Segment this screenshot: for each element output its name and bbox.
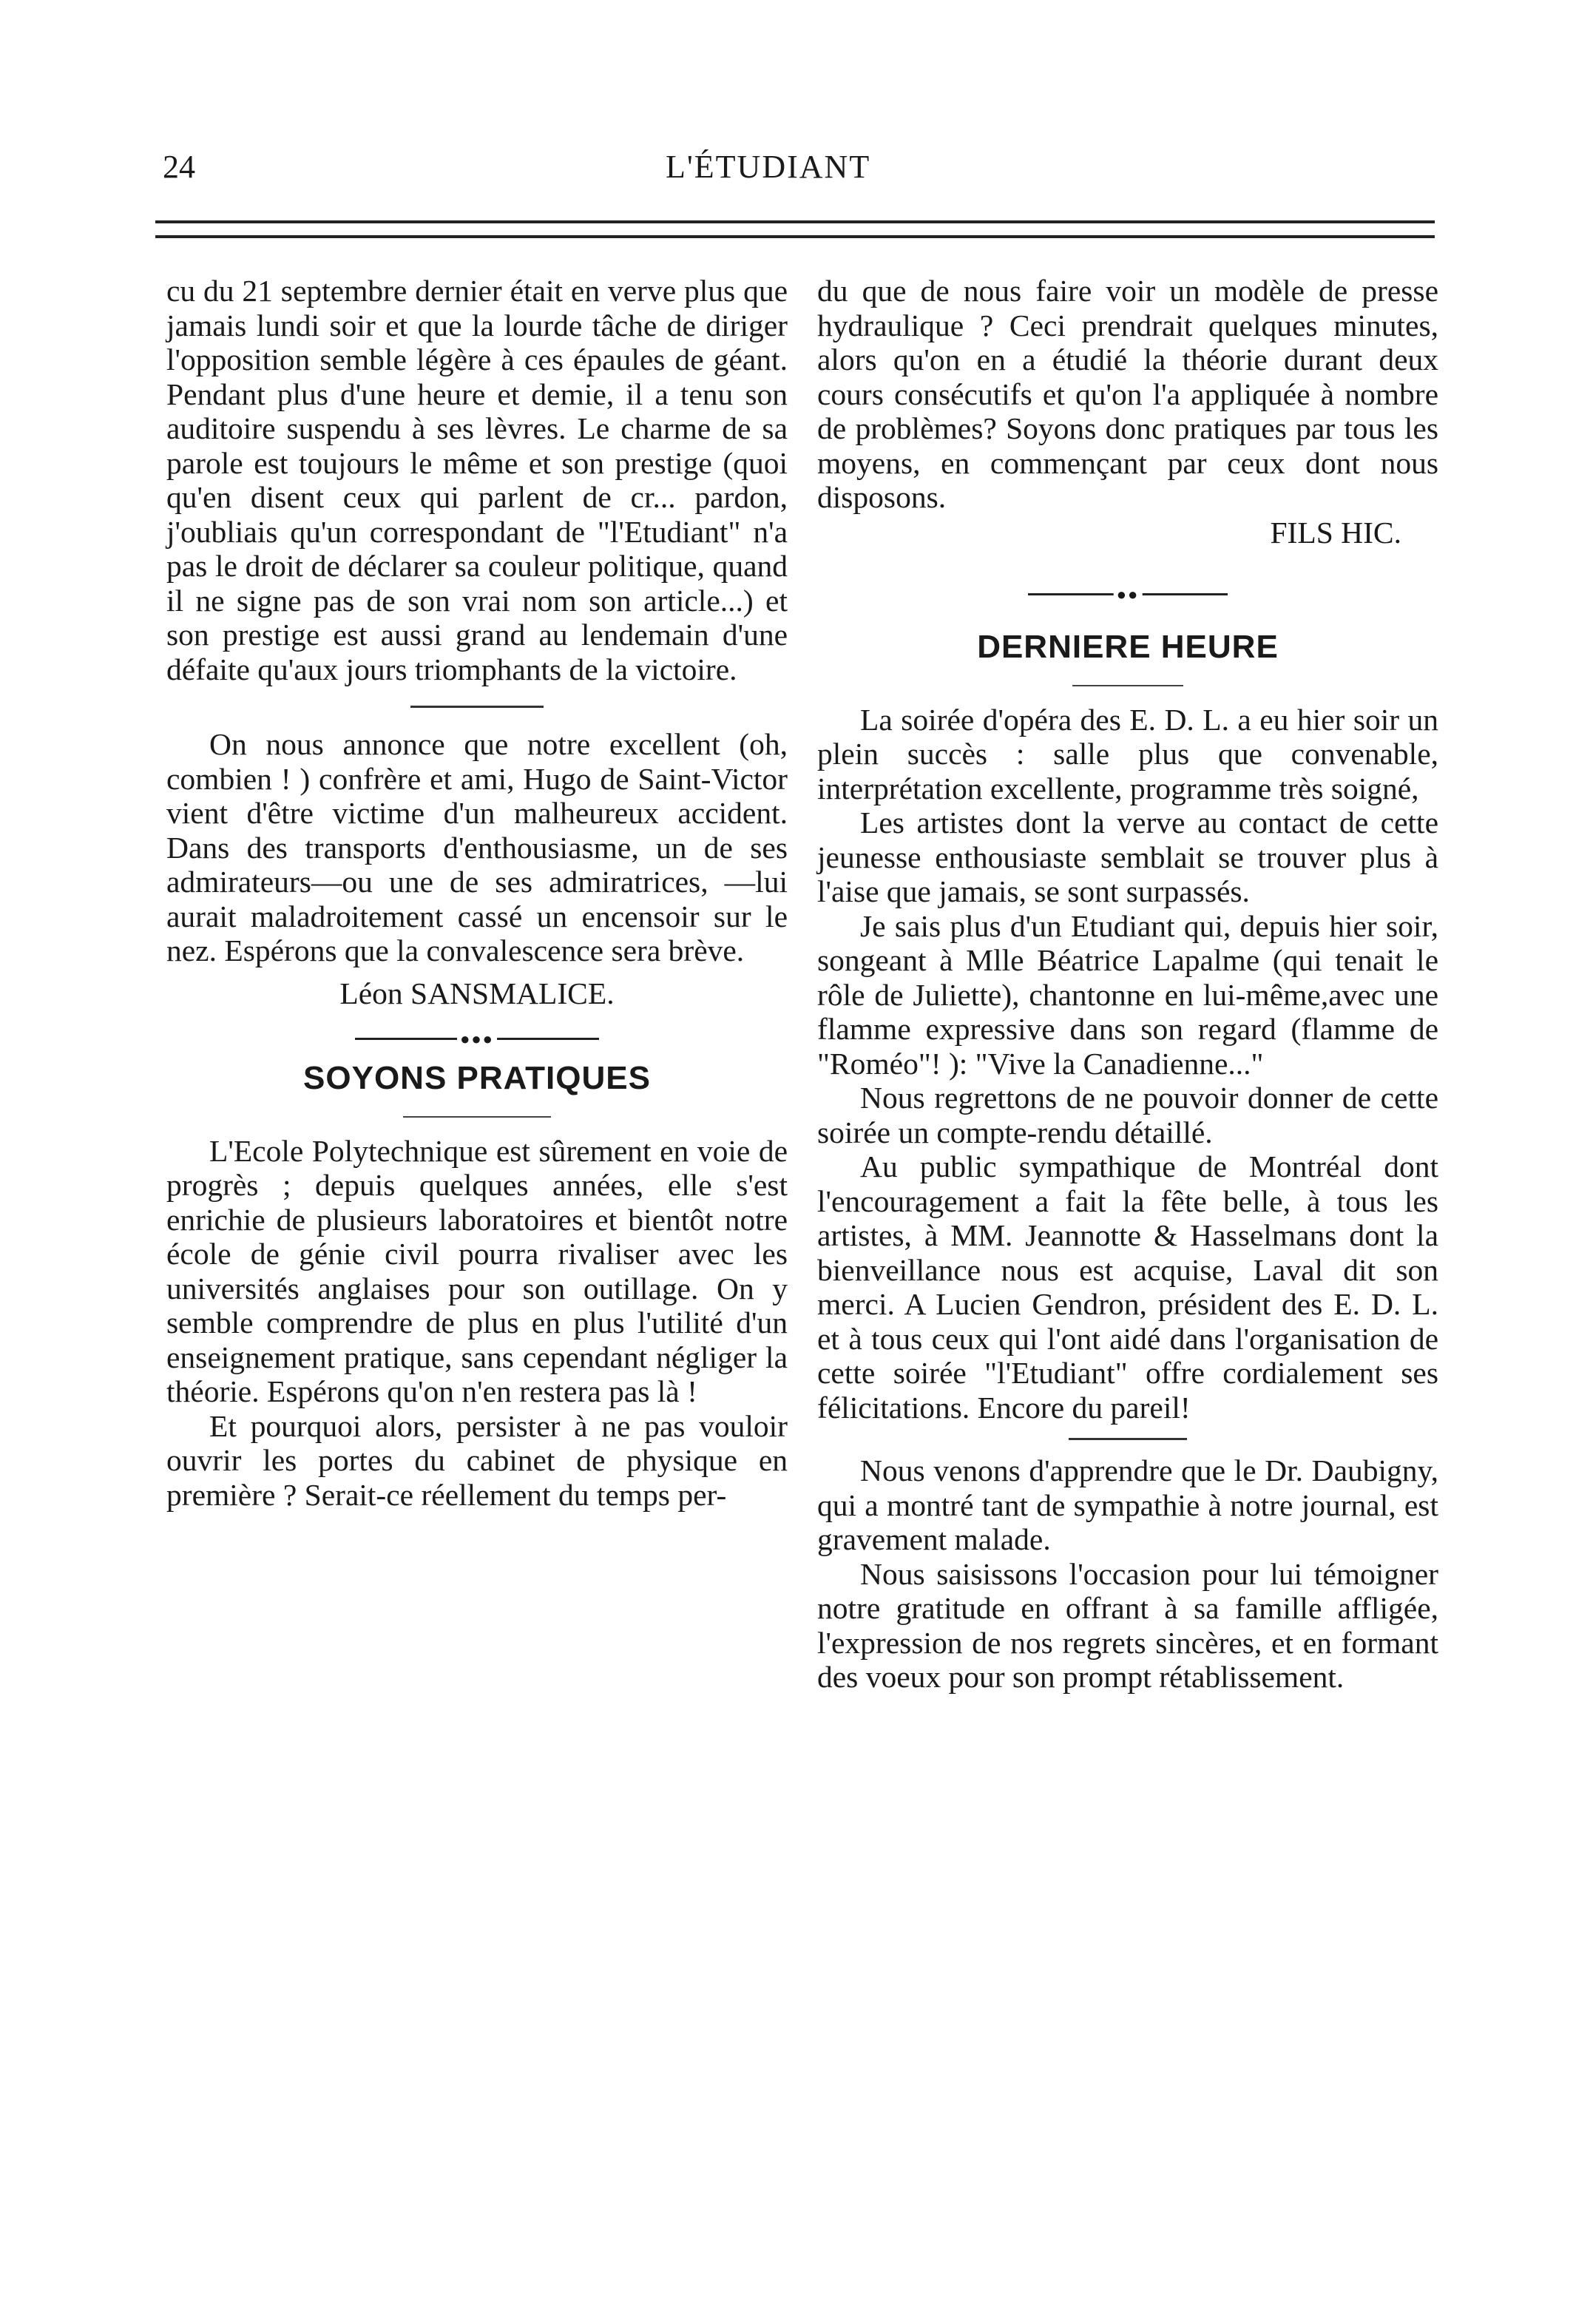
signature: FILS HIC. [1270, 515, 1401, 550]
paragraph: Nous venons d'apprendre que le Dr. Daubigny, qui a montré tant de sympathie à notre journal, est gravement malade. [817, 1453, 1438, 1556]
running-title: L'ÉTUDIANT [666, 149, 871, 185]
page-header [163, 148, 1427, 200]
paragraph: L'Ecole Polytechnique est sûrement en voie de progrès ; depuis quelques années, elle s'est enrichie de plusieurs laboratoires et bientôt notre école de génie civil pourra rivaliser avec les universités anglaises pour son outillage. On y semble comprendre de plus en plus l'utilité d'un enseignement pratique, sans cependant négliger la théorie. Espérons qu'on n'en restera pas là ! [166, 1133, 788, 1408]
signature: Léon SANSMALICE. [339, 976, 615, 1010]
ornament-rule: ●●● [355, 1032, 599, 1047]
paragraph: Nous regrettons de ne pouvoir donner de cette soirée un compte-rendu détaillé. [817, 1081, 1438, 1149]
paragraph: du que de nous faire voir un modèle de presse hydraulique ? Ceci prendrait quelques minutes, alors qu'on en a étudié la théorie durant deux cours consécutifs et qu'on l'a appliquée à nombre de problèmes? Soyons donc pratiques par tous les moyens, en commençant par ceux dont nous disposons. [817, 274, 1438, 514]
paragraph: La soirée d'opéra des E. D. L. a eu hier soir un plein succès : salle plus que convenable, interprétation excellente, programme très soigné, [817, 702, 1438, 805]
ornament-rule: ●● [1028, 587, 1228, 602]
paragraph: Je sais plus d'un Etudiant qui, depuis hier soir, songeant à Mlle Béatrice Lapalme (qui tenait le rôle de Juliette), chantonne en lui-même,avec une flamme expressive dans son regard (flamme de "Roméo"! ): "Vive la Canadienne..." [817, 908, 1438, 1081]
right-column [817, 274, 1438, 1695]
paragraph: cu du 21 septembre dernier était en verve plus que jamais lundi soir et que la lourde tâche de diriger l'opposition semble légère à ces épaules de géant. Pendant plus d'une heure et demie, il a tenu son auditoire suspendu à ses lèvres. Le charme de sa parole est toujours le même et son prestige (quoi qu'en disent ceux qui parlent de cr... pardon, j'oubliais qu'un correspondant de "l'Etudiant" n'a pas le droit de déclarer sa couleur politique, quand il ne signe pas de son vrai nom son article...) et son prestige est aussi grand au lendemain d'une défaite qu'aux jours triomphants de la victoire. [166, 274, 788, 686]
paragraph: Les artistes dont la verve au contact de cette jeunesse enthousiaste semblait se trouver plus à l'aise que jamais, se sont surpassés. [817, 805, 1438, 908]
section-title: SOYONS PRATIQUES [303, 1059, 651, 1096]
header-double-rule [155, 220, 1435, 238]
page-number: 24 [163, 149, 195, 185]
paragraph: Nous saisissons l'occasion pour lui témoigner notre gratitude en offrant à sa famille affligée, l'expression de nos regrets sincères, et en formant des voeux pour son prompt rétablissement. [817, 1556, 1438, 1694]
paragraph: Et pourquoi alors, persister à ne pas vouloir ouvrir les portes du cabinet de physique en première ? Serait-ce réellement du temps per- [166, 1408, 788, 1512]
paragraph: On nous annonce que notre excellent (oh, combien ! ) confrère et ami, Hugo de Saint-Victor vient d'être victime d'un malheureux accident. Dans des transports d'enthousiasme, un de ses admirateurs—ou une de ses admiratrices, —lui aurait maladroitement cassé un encensoir sur le nez. Espérons que la convalescence sera brève. [166, 727, 788, 967]
left-column [166, 274, 788, 1512]
section-title: DERNIERE HEURE [977, 628, 1279, 665]
paragraph: Au public sympathique de Montréal dont l'encouragement a fait la fête belle, à tous les artistes, à MM. Jeannotte & Hasselmans dont la bienveillance nous est acquise, Laval dit son merci. A Lucien Gendron, président des E. D. L. et à tous ceux qui l'ont aidé dans l'organisation de cette soirée "l'Etudiant" offre cordialement ses félicitations. Encore du pareil! [817, 1149, 1438, 1425]
